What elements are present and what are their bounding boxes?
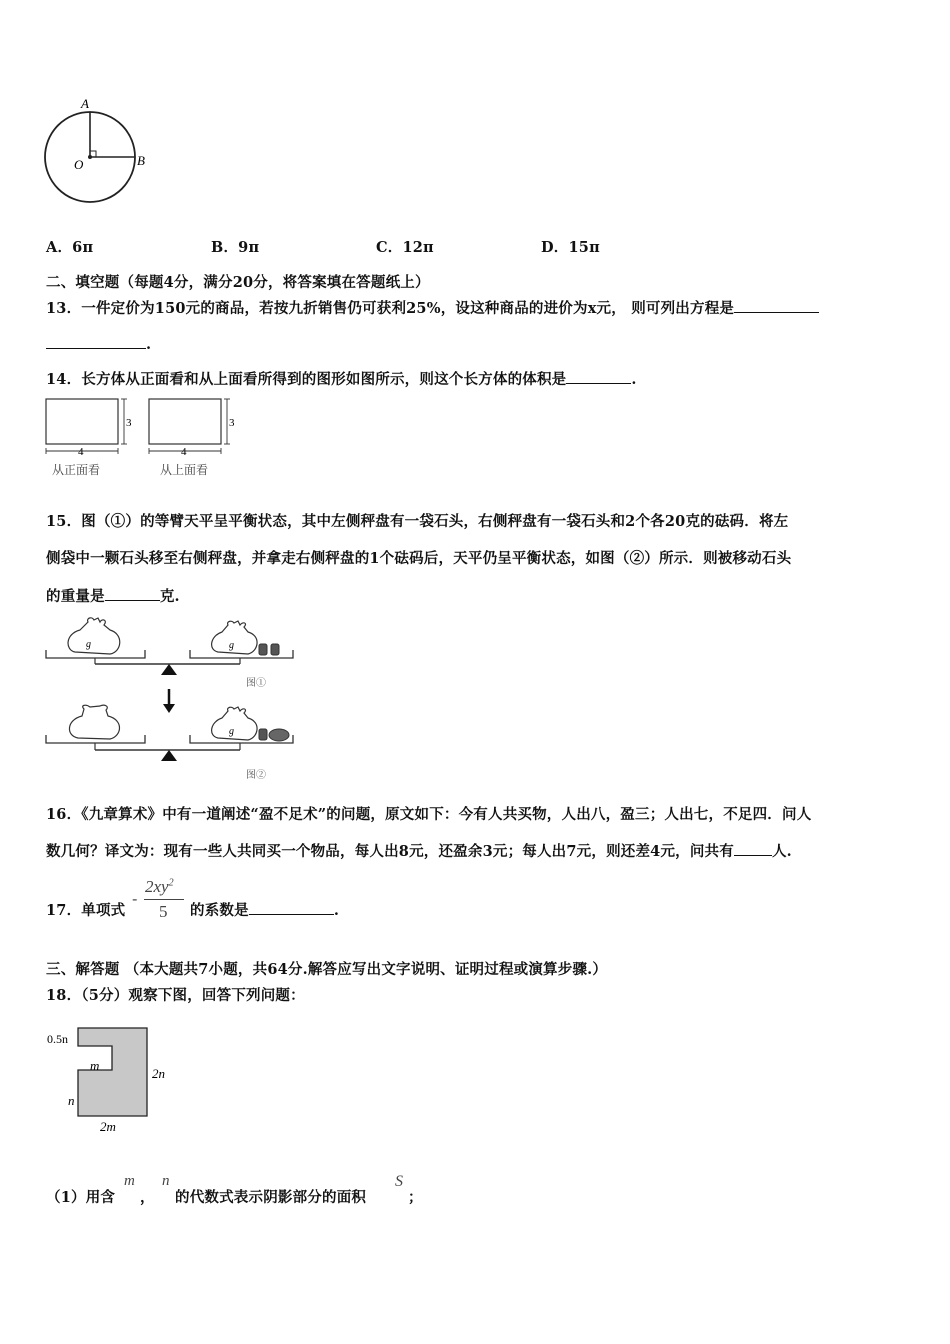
balance-2 xyxy=(46,705,293,781)
circle-figure xyxy=(40,95,160,210)
option-a: A．6π xyxy=(46,239,94,256)
balance-1 xyxy=(46,618,293,689)
answer-blank-15 xyxy=(105,586,160,601)
question-18-sub1: （1）用含 xyxy=(46,1189,116,1206)
option-c: C．12π xyxy=(376,239,434,256)
section-2-title: 二、填空题（每题4分，满分20分，将答案填在答题纸上） xyxy=(46,274,430,291)
question-16-line1: 16．《九章算术》中有一道阐述“盈不足术”的问题，原文如下：今有人共买物，人出八，盈三；人出七，不足四．问人 xyxy=(46,806,812,823)
label-0-5n: 0.5n xyxy=(47,1032,68,1046)
svg-text:g: g xyxy=(229,726,234,737)
var-m: m xyxy=(124,1173,135,1189)
label-o: O xyxy=(74,157,84,172)
question-13: 13．一件定价为150元的商品，若按九折销售仍可获利25%，设这种商品的进价为x元， 则可列出方程是 xyxy=(46,297,819,318)
top-view-rect xyxy=(149,399,221,444)
answer-blank-17 xyxy=(249,900,334,915)
comma: ， xyxy=(140,1189,155,1206)
question-16-line2: 数几何？译文为：现有一些人共同买一个物品，每人出8元，还盈余3元；每人出7元，则还差4元，问共有 人. xyxy=(46,843,792,860)
answer-blank-13b xyxy=(46,334,146,349)
label-2n: 2n xyxy=(152,1066,165,1081)
question-14: 14．长方体从正面看和从上面看所得到的图形如图所示，则这个长方体的体积是 . xyxy=(46,371,637,388)
question-15-line1: 15．图（①）的等臂天平呈平衡状态，其中左侧秤盘有一袋石头，右侧秤盘有一袋石头和2个各20克的砝码．将左 xyxy=(46,513,789,530)
front-height-label: 3 xyxy=(126,417,132,429)
section-3-title: 三、解答题 （本大题共7小题，共64分.解答应写出文字说明、证明过程或演算步骤.） xyxy=(46,961,608,978)
figure-label-1: 图① xyxy=(246,678,266,689)
svg-text:g: g xyxy=(86,639,91,650)
label-m: m xyxy=(90,1058,100,1073)
question-15-line2: 侧袋中一颗石头移至右侧秤盘，并拿走右侧秤盘的1个砝码后，天平仍呈平衡状态，如图（②）所示．则被移动石头 xyxy=(46,550,792,567)
center-dot xyxy=(88,155,92,159)
top-height-label: 3 xyxy=(229,417,235,429)
label-2m: 2m xyxy=(100,1119,116,1134)
semicolon: ； xyxy=(408,1189,423,1206)
shaded-shape-figure xyxy=(40,1018,190,1138)
weight-1 xyxy=(259,644,267,655)
question-17-rest: 的系数是 . xyxy=(190,902,340,919)
option-b: B．9π xyxy=(211,239,260,256)
label-n: n xyxy=(68,1093,75,1108)
fraction-denominator: 5 xyxy=(159,902,168,921)
stone-bag-right-2 xyxy=(212,707,257,740)
question-18: 18．（5分）观察下图，回答下列问题： xyxy=(46,987,305,1004)
fraction-minus: - xyxy=(132,889,138,908)
balance-figure xyxy=(40,612,300,784)
fraction-numerator: $2xy^2$ xyxy=(145,877,174,896)
fraction-bar xyxy=(144,899,184,900)
question-13-continued: . xyxy=(46,334,151,353)
stone-bag-right-1 xyxy=(212,621,257,654)
weight-3 xyxy=(259,729,267,740)
var-n: n xyxy=(162,1173,170,1189)
moved-stone xyxy=(269,729,289,741)
option-d: D．15π xyxy=(541,239,600,256)
answer-blank-14 xyxy=(566,369,631,384)
question-15-line3: 的重量是 克. xyxy=(46,588,180,605)
front-view-rect xyxy=(46,399,118,444)
front-view-caption: 从正面看 xyxy=(52,463,101,477)
svg-text:g: g xyxy=(229,640,234,651)
label-a: A xyxy=(81,96,89,111)
label-b: B xyxy=(137,153,145,168)
var-s: S xyxy=(395,1173,403,1190)
top-view-caption: 从上面看 xyxy=(160,463,209,477)
shaded-region xyxy=(78,1028,147,1116)
stone-bag-left-2 xyxy=(69,705,119,739)
question-18-sub1-rest: 的代数式表示阴影部分的面积 xyxy=(175,1189,367,1206)
answer-blank-13a xyxy=(734,298,819,313)
stone-bag-left-1 xyxy=(68,618,120,654)
weight-2 xyxy=(271,644,279,655)
figure-label-2: 图② xyxy=(246,770,266,781)
q14-views-figure xyxy=(40,392,250,482)
answer-blank-16 xyxy=(734,841,772,856)
front-width-label: 4 xyxy=(78,446,84,458)
question-17-label: 17．单项式 xyxy=(46,902,126,919)
top-width-label: 4 xyxy=(181,446,187,458)
